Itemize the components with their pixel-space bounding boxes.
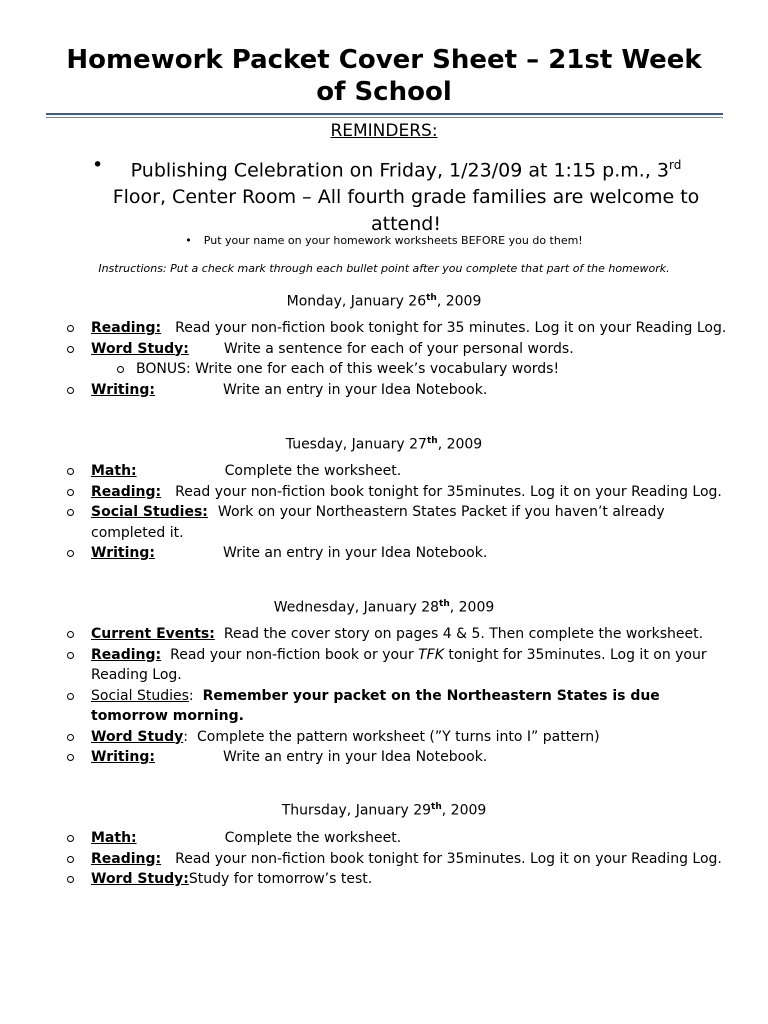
celebration-sup: rd	[668, 158, 682, 172]
title-line-2: of School	[316, 77, 452, 107]
checkbox-bullet-icon	[117, 366, 124, 373]
checkbox-bullet-icon	[67, 835, 74, 842]
task-list-wednesday	[0, 624, 768, 768]
checkbox-bullet-icon	[67, 550, 74, 557]
task-item: Reading: Read your non-fiction book tonight for 35minutes. Log it on your Reading Log.	[0, 482, 768, 503]
checkbox-bullet-icon	[67, 876, 74, 883]
task-item: Word Study:Study for tomorrow’s test.	[0, 869, 768, 890]
task-item: Math: Complete the worksheet.	[0, 461, 768, 482]
day-heading-wednesday: Wednesday, January 28th, 2009	[273, 599, 495, 616]
task-list-tuesday	[0, 461, 768, 564]
task-item: Reading: Read your non-fiction book tonight for 35 minutes. Log it on your Reading Log.	[0, 318, 768, 339]
task-list-monday	[0, 318, 768, 400]
name-reminder	[0, 233, 768, 249]
checkbox-bullet-icon	[67, 325, 74, 332]
task-item: Reading: Read your non-fiction book or your TFK tonight for 35minutes. Log it on your Reading Log.	[0, 645, 768, 686]
day-heading-tuesday: Tuesday, January 27th, 2009	[285, 436, 483, 453]
reminders-heading: REMINDERS:	[330, 121, 438, 141]
task-item: Word Study: Complete the pattern worksheet (”Y turns into I” pattern)	[0, 727, 768, 748]
checkbox-bullet-icon	[67, 468, 74, 475]
day-heading-monday: Monday, January 26th, 2009	[286, 293, 482, 310]
checkbox-bullet-icon	[67, 631, 74, 638]
celebration-text-b: Floor, Center Room – All fourth grade families are welcome to attend!	[112, 186, 700, 236]
task-item: Current Events: Read the cover story on pages 4 & 5. Then complete the worksheet.	[0, 624, 768, 645]
checkbox-bullet-icon	[67, 387, 74, 394]
title-rule-thick	[46, 113, 723, 115]
task-item: Writing: Write an entry in your Idea Notebook.	[0, 747, 768, 768]
celebration-reminder	[84, 152, 728, 238]
day-heading-thursday: Thursday, January 29th, 2009	[281, 802, 487, 819]
task-item: Reading: Read your non-fiction book tonight for 35minutes. Log it on your Reading Log.	[0, 849, 768, 870]
name-reminder-text: Put your name on your homework worksheets BEFORE you do them!	[203, 234, 583, 247]
task-item: Writing: Write an entry in your Idea Notebook.	[0, 543, 768, 564]
instructions: Instructions: Put a check mark through each bullet point after you complete that part of the homework.	[98, 262, 670, 275]
task-list-thursday	[0, 828, 768, 890]
checkbox-bullet-icon	[67, 509, 74, 516]
checkbox-bullet-icon	[67, 652, 74, 659]
bullet-icon: •	[185, 234, 192, 247]
task-item: Math: Complete the worksheet.	[0, 828, 768, 849]
task-item: Social Studies: Remember your packet on the Northeastern States is due tomorrow morning.	[0, 686, 768, 727]
checkbox-bullet-icon	[67, 693, 74, 700]
task-item: Word Study: Write a sentence for each of your personal words.	[0, 339, 768, 360]
checkbox-bullet-icon	[67, 489, 74, 496]
title-line-1: Homework Packet Cover Sheet – 21st Week	[66, 45, 702, 75]
title-rule-thin	[46, 117, 723, 118]
celebration-text-a: Publishing Celebration on Friday, 1/23/09 at 1:15 p.m., 3	[130, 159, 669, 182]
checkbox-bullet-icon	[67, 734, 74, 741]
page-title	[40, 44, 728, 108]
task-item: Writing: Write an entry in your Idea Notebook.	[0, 380, 768, 401]
bullet-icon: •	[92, 154, 104, 176]
task-subitem: BONUS: Write one for each of this week’s vocabulary words!	[0, 359, 768, 380]
task-item: Social Studies: Work on your Northeastern States Packet if you haven’t already completed it.	[0, 502, 768, 543]
checkbox-bullet-icon	[67, 856, 74, 863]
checkbox-bullet-icon	[67, 346, 74, 353]
checkbox-bullet-icon	[67, 754, 74, 761]
